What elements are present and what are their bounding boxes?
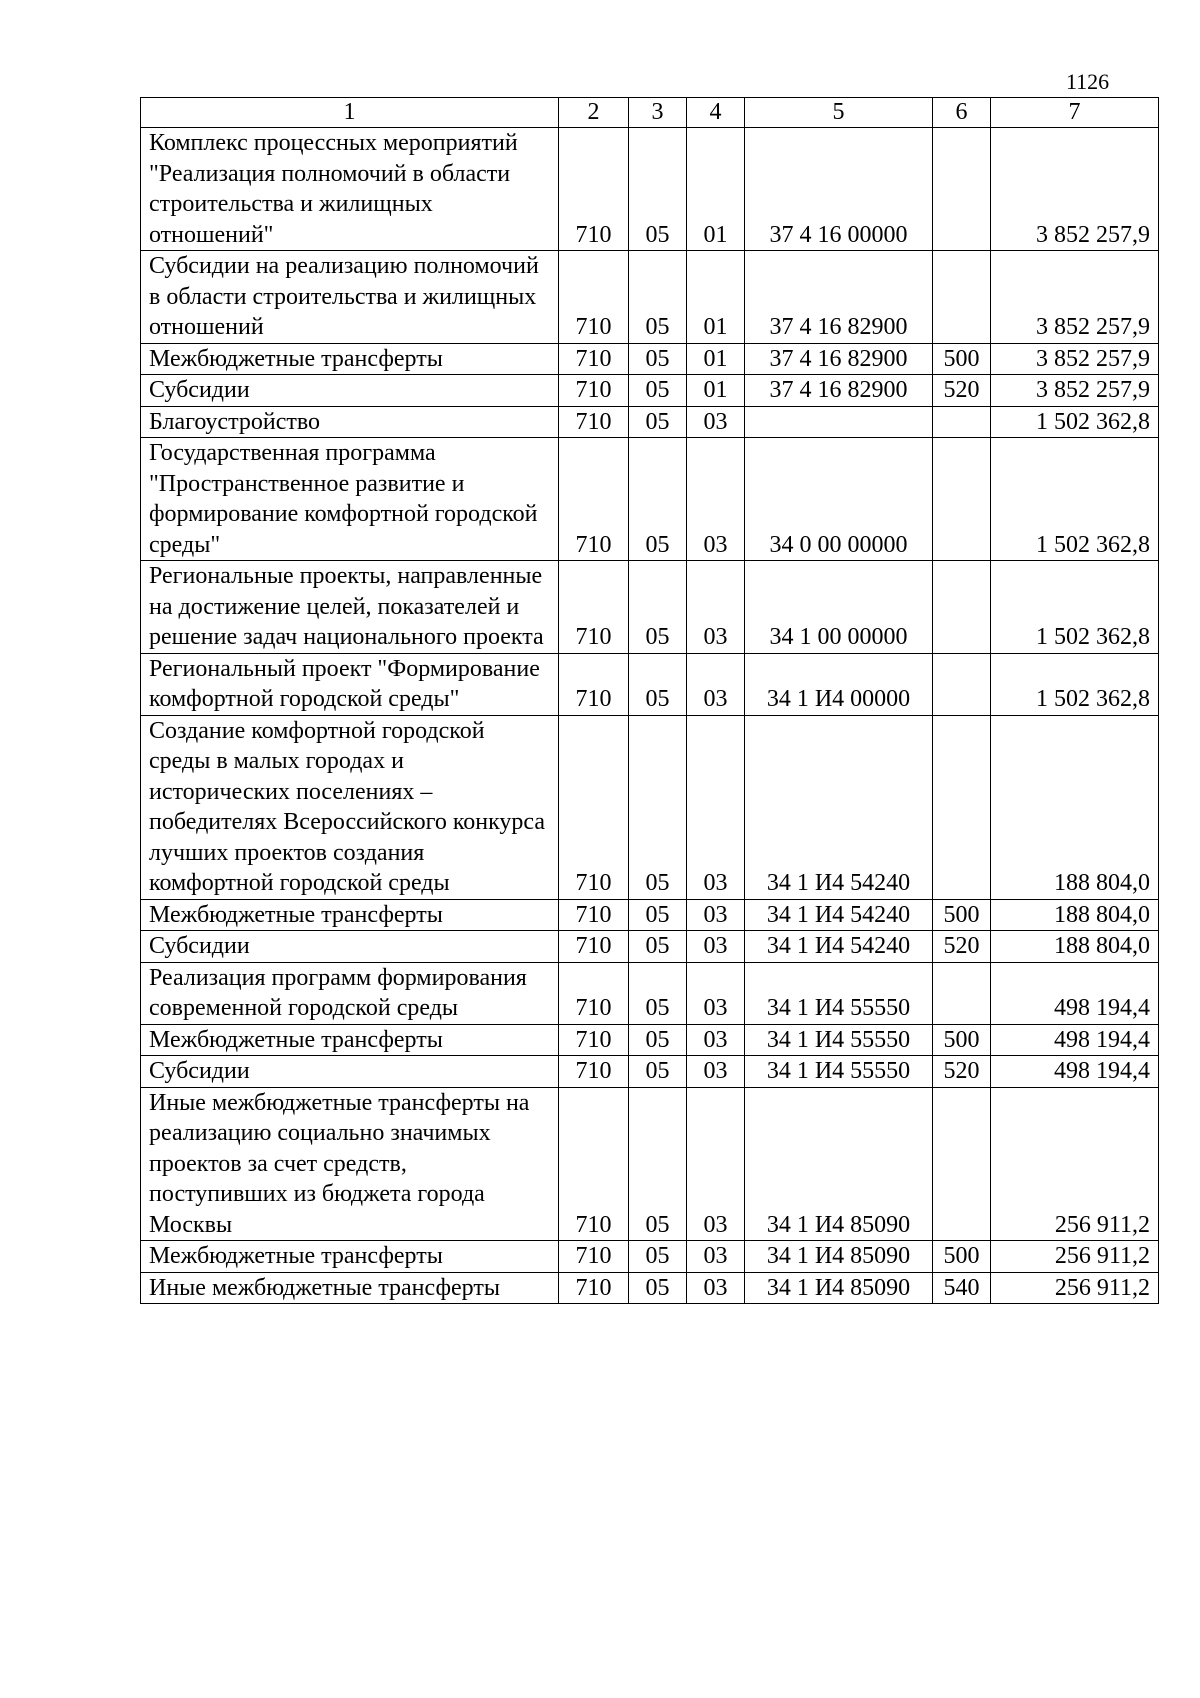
row-ministry-code-cell: 710 (559, 375, 629, 407)
table-row (141, 561, 1159, 654)
row-amount-cell: 3 852 257,9 (991, 251, 1159, 344)
row-amount-cell: 498 194,4 (991, 1056, 1159, 1088)
row-name-cell: Субсидии (141, 931, 559, 963)
row-subsection-cell: 03 (687, 1241, 745, 1273)
row-target-article-cell: 34 1 И4 85090 (745, 1087, 933, 1241)
table-row (141, 1241, 1159, 1273)
row-amount-cell: 188 804,0 (991, 715, 1159, 899)
row-expense-type-cell: 520 (933, 931, 991, 963)
table-row (141, 931, 1159, 963)
row-ministry-code-cell: 710 (559, 1024, 629, 1056)
table-row (141, 899, 1159, 931)
row-subsection-cell: 03 (687, 1024, 745, 1056)
row-amount-cell: 1 502 362,8 (991, 653, 1159, 715)
row-expense-type-cell: 520 (933, 1056, 991, 1088)
row-amount-cell: 3 852 257,9 (991, 128, 1159, 251)
row-ministry-code-cell: 710 (559, 128, 629, 251)
row-section-cell: 05 (629, 438, 687, 561)
row-ministry-code-cell: 710 (559, 899, 629, 931)
row-amount-cell: 498 194,4 (991, 962, 1159, 1024)
table-row (141, 406, 1159, 438)
row-name-cell: Комплекс процессных мероприятий "Реализация полномочий в области строительства и жилищных отношений" (141, 128, 559, 251)
row-amount-cell: 188 804,0 (991, 931, 1159, 963)
row-amount-cell: 498 194,4 (991, 1024, 1159, 1056)
row-expense-type-cell: 500 (933, 1241, 991, 1273)
table-row (141, 438, 1159, 561)
row-target-article-cell (745, 406, 933, 438)
row-name-cell: Межбюджетные трансферты (141, 343, 559, 375)
budget-table (140, 97, 1159, 1304)
row-expense-type-cell (933, 251, 991, 344)
row-subsection-cell: 03 (687, 561, 745, 654)
row-section-cell: 05 (629, 561, 687, 654)
row-ministry-code-cell: 710 (559, 715, 629, 899)
row-expense-type-cell (933, 561, 991, 654)
header-cell: 4 (687, 98, 745, 128)
table-row (141, 1272, 1159, 1304)
row-name-cell: Благоустройство (141, 406, 559, 438)
row-subsection-cell: 01 (687, 343, 745, 375)
row-amount-cell: 3 852 257,9 (991, 343, 1159, 375)
row-subsection-cell: 03 (687, 1087, 745, 1241)
row-amount-cell: 256 911,2 (991, 1272, 1159, 1304)
row-section-cell: 05 (629, 375, 687, 407)
header-cell: 1 (141, 98, 559, 128)
row-expense-type-cell (933, 128, 991, 251)
row-target-article-cell: 37 4 16 82900 (745, 375, 933, 407)
row-amount-cell: 256 911,2 (991, 1241, 1159, 1273)
header-cell: 7 (991, 98, 1159, 128)
table-row (141, 343, 1159, 375)
row-name-cell: Межбюджетные трансферты (141, 1241, 559, 1273)
row-name-cell: Создание комфортной городской среды в малых городах и исторических поселениях – победителях Всероссийского конкурса лучших проектов создания комфортной городской среды (141, 715, 559, 899)
row-subsection-cell: 03 (687, 653, 745, 715)
row-ministry-code-cell: 710 (559, 438, 629, 561)
row-expense-type-cell (933, 406, 991, 438)
row-expense-type-cell (933, 715, 991, 899)
row-expense-type-cell: 540 (933, 1272, 991, 1304)
row-amount-cell: 1 502 362,8 (991, 438, 1159, 561)
row-section-cell: 05 (629, 653, 687, 715)
table-row (141, 251, 1159, 344)
row-expense-type-cell (933, 962, 991, 1024)
table-row (141, 962, 1159, 1024)
row-target-article-cell: 34 1 И4 54240 (745, 899, 933, 931)
row-ministry-code-cell: 710 (559, 1087, 629, 1241)
row-subsection-cell: 03 (687, 438, 745, 561)
row-name-cell: Реализация программ формирования современной городской среды (141, 962, 559, 1024)
row-section-cell: 05 (629, 715, 687, 899)
row-ministry-code-cell: 710 (559, 561, 629, 654)
header-row (141, 98, 1159, 128)
table-row (141, 1087, 1159, 1241)
row-amount-cell: 256 911,2 (991, 1087, 1159, 1241)
row-amount-cell: 1 502 362,8 (991, 406, 1159, 438)
row-expense-type-cell (933, 1087, 991, 1241)
row-target-article-cell: 34 1 И4 54240 (745, 931, 933, 963)
row-target-article-cell: 34 1 И4 55550 (745, 962, 933, 1024)
row-subsection-cell: 01 (687, 375, 745, 407)
row-name-cell: Межбюджетные трансферты (141, 1024, 559, 1056)
row-target-article-cell: 34 1 И4 85090 (745, 1241, 933, 1273)
row-section-cell: 05 (629, 1272, 687, 1304)
row-section-cell: 05 (629, 251, 687, 344)
row-name-cell: Иные межбюджетные трансферты на реализацию социально значимых проектов за счет средств, поступивших из бюджета города Москвы (141, 1087, 559, 1241)
row-target-article-cell: 37 4 16 00000 (745, 128, 933, 251)
row-ministry-code-cell: 710 (559, 931, 629, 963)
row-name-cell: Иные межбюджетные трансферты (141, 1272, 559, 1304)
row-name-cell: Субсидии на реализацию полномочий в области строительства и жилищных отношений (141, 251, 559, 344)
row-name-cell: Государственная программа "Пространственное развитие и формирование комфортной городской среды" (141, 438, 559, 561)
header-cell: 5 (745, 98, 933, 128)
row-name-cell: Субсидии (141, 375, 559, 407)
row-amount-cell: 188 804,0 (991, 899, 1159, 931)
row-name-cell: Субсидии (141, 1056, 559, 1088)
row-expense-type-cell: 500 (933, 899, 991, 931)
row-target-article-cell: 34 1 И4 00000 (745, 653, 933, 715)
row-target-article-cell: 37 4 16 82900 (745, 251, 933, 344)
row-ministry-code-cell: 710 (559, 962, 629, 1024)
row-ministry-code-cell: 710 (559, 343, 629, 375)
header-cell: 6 (933, 98, 991, 128)
row-expense-type-cell: 500 (933, 1024, 991, 1056)
row-name-cell: Региональный проект "Формирование комфортной городской среды" (141, 653, 559, 715)
row-name-cell: Межбюджетные трансферты (141, 899, 559, 931)
table-row (141, 715, 1159, 899)
row-expense-type-cell: 500 (933, 343, 991, 375)
table-row (141, 1024, 1159, 1056)
row-section-cell: 05 (629, 128, 687, 251)
row-amount-cell: 1 502 362,8 (991, 561, 1159, 654)
row-ministry-code-cell: 710 (559, 406, 629, 438)
row-target-article-cell: 34 1 И4 85090 (745, 1272, 933, 1304)
row-expense-type-cell (933, 653, 991, 715)
page-number: 1126 (1066, 69, 1110, 94)
row-subsection-cell: 01 (687, 251, 745, 344)
row-ministry-code-cell: 710 (559, 1241, 629, 1273)
row-subsection-cell: 03 (687, 1056, 745, 1088)
row-target-article-cell: 34 1 И4 54240 (745, 715, 933, 899)
row-section-cell: 05 (629, 343, 687, 375)
row-subsection-cell: 03 (687, 962, 745, 1024)
row-section-cell: 05 (629, 1056, 687, 1088)
row-expense-type-cell (933, 438, 991, 561)
row-ministry-code-cell: 710 (559, 251, 629, 344)
row-ministry-code-cell: 710 (559, 1272, 629, 1304)
table-row (141, 128, 1159, 251)
header-cell: 2 (559, 98, 629, 128)
row-section-cell: 05 (629, 406, 687, 438)
row-target-article-cell: 34 1 И4 55550 (745, 1024, 933, 1056)
row-section-cell: 05 (629, 962, 687, 1024)
row-section-cell: 05 (629, 1024, 687, 1056)
row-ministry-code-cell: 710 (559, 1056, 629, 1088)
header-cell: 3 (629, 98, 687, 128)
row-section-cell: 05 (629, 1241, 687, 1273)
row-target-article-cell: 34 1 00 00000 (745, 561, 933, 654)
row-ministry-code-cell: 710 (559, 653, 629, 715)
row-section-cell: 05 (629, 899, 687, 931)
row-subsection-cell: 03 (687, 406, 745, 438)
row-name-cell: Региональные проекты, направленные на достижение целей, показателей и решение задач национального проекта (141, 561, 559, 654)
row-subsection-cell: 03 (687, 715, 745, 899)
row-section-cell: 05 (629, 931, 687, 963)
row-amount-cell: 3 852 257,9 (991, 375, 1159, 407)
row-target-article-cell: 37 4 16 82900 (745, 343, 933, 375)
row-subsection-cell: 03 (687, 899, 745, 931)
row-expense-type-cell: 520 (933, 375, 991, 407)
row-target-article-cell: 34 1 И4 55550 (745, 1056, 933, 1088)
table-row (141, 1056, 1159, 1088)
table-row (141, 375, 1159, 407)
row-target-article-cell: 34 0 00 00000 (745, 438, 933, 561)
row-section-cell: 05 (629, 1087, 687, 1241)
table-row (141, 653, 1159, 715)
row-subsection-cell: 01 (687, 128, 745, 251)
row-subsection-cell: 03 (687, 1272, 745, 1304)
row-subsection-cell: 03 (687, 931, 745, 963)
